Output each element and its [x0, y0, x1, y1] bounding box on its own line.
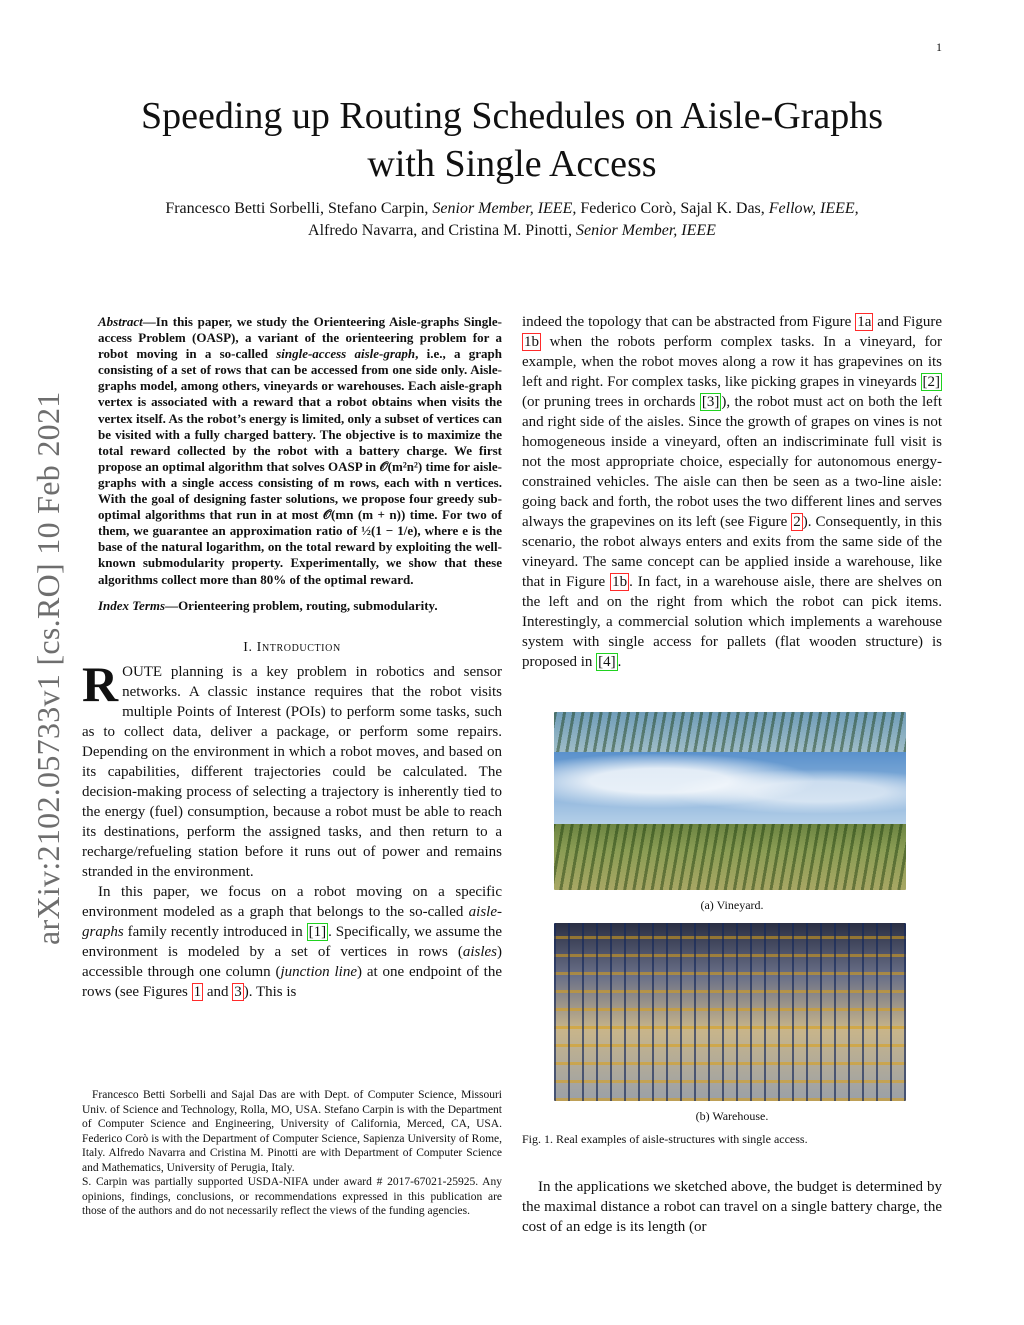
section-heading: I. Introduction [243, 639, 341, 655]
index-terms-label: Index Terms [98, 597, 166, 613]
author-list [80, 198, 944, 242]
paragraph-text: . [617, 654, 622, 670]
paragraph-text: ), the robot must act on both the left and right side of the aisles. Since the growth of grapes on vines is not homogeneous inside a vineyard, often an indiscriminate full visit is not the most appropriate choice, especially for autonomous energy-constrained vehicles. The aisle can then be seen as a two-line aisle: going back and forth, the robot uses the two different lines and serves always the grapevines on its left (see Figure [522, 394, 943, 530]
emphasis: aisles [462, 943, 497, 960]
paragraph-text: and [203, 983, 233, 1000]
paragraph-text: family recently introduced in [123, 923, 307, 940]
author-title: Senior Member, IEEE, [432, 200, 577, 217]
vineyard-sky [554, 752, 906, 824]
paragraph-text: OUTE planning is a key problem in robotics and sensor networks. A classic instance requires that the robot visits multiple Points of Interest (POIs) to perform some tasks, such as to collect data, deliver a package, or perform some repairs. Depending on the environment in which a robot moves, and based on its capabilities, different trajectories could be calculated. The decision-making process of selecting a trajectory is inherently tied to the energy (fuel) consumption, because a robot must be able to reach its destinations, perform the assigned tasks, and then return to a recharge/refueling station before it runs out of power and remains stranded in the environment. [82, 663, 502, 880]
authors-line-2 [80, 220, 944, 242]
figure-link[interactable]: 1b [524, 334, 539, 350]
paragraph-text: In this paper, we focus on a robot moving on a specific environment modeled as a graph that belongs to the so-called [82, 883, 502, 920]
figure-1a [522, 712, 942, 890]
footnote [82, 1088, 502, 1219]
intro-paragraph-2 [82, 882, 502, 1002]
page-number: 1 [936, 40, 942, 54]
author-names: Alfredo Navarra, and Cristina M. Pinotti, [308, 222, 576, 239]
abstract-label: Abstract [98, 314, 143, 329]
citation-link[interactable]: [4] [598, 654, 616, 670]
right-paragraph-1 [522, 312, 942, 672]
abstract [82, 314, 502, 588]
paper-title [100, 92, 924, 188]
paragraph-text: ). This is [243, 983, 297, 1000]
author-names: Federico Corò, Sajal K. Das, [576, 200, 769, 217]
subcaption-warehouse: (b) Warehouse. [695, 1109, 769, 1123]
warehouse-photo [554, 923, 906, 1101]
citation-link[interactable]: [3] [701, 394, 720, 410]
abstract-text: —In this paper, we study the Orienteering Aisle-graphs Single-access Problem (OASP), a variant of the orienteering problem for a robot moving in a so-called [98, 314, 502, 362]
authors-line-1 [80, 198, 944, 220]
figure-link[interactable]: 3 [234, 983, 242, 1000]
abstract-text: , i.e., a graph consisting of a set of rows that can be accessed from one side only. Aisle-graphs model, among others, vineyards or warehouses. Each aisle-graph vertex is associated with a reward that a robot obtains when visits the vertex itself. As the robot’s energy is limited, only a subset of vertices can be visited with a fully charged battery. The objective is to maximize the total reward collected by the robot with a battery charge. We first propose an optimal algorithm that solves OASP in 𝒪(m²n²) time for aisle-graphs with a single access consisting of m rows, each with n vertices. With the goal of designing faster solutions, we propose four greedy sub-optimal algorithms that run in at most 𝒪(mn (m + n)) time. For two of them, we guarantee an approximation ratio of ½(1 − 1/e), where e is the base of the natural logarithm, on the total reward by exploiting the well-known submodularity property. Experimentally, we show that these algorithms collect more than 80% of the optimal reward. [98, 346, 502, 587]
paragraph-text: ) at one endpoint of the rows (see Figures [82, 963, 502, 1000]
right-text-continued [522, 1177, 942, 1237]
paragraph-text: . Specifically, we assume the environment is modeled by a set of vertices in rows ( [82, 923, 502, 960]
index-terms-text: —Orienteering problem, routing, submodularity. [165, 597, 438, 613]
figure-link[interactable]: 1b [612, 574, 628, 590]
paragraph-text: ) accessible through one column ( [82, 943, 502, 980]
paragraph-text: and Figure [873, 314, 942, 330]
emphasis: aisle-graphs [82, 903, 502, 940]
figure-link[interactable]: 1a [857, 314, 872, 330]
author-title: Fellow, IEEE, [768, 200, 859, 217]
paragraph-text: ). Consequently, in this scenario, the robot always enters and exits from the same side of the vineyard. The same concept can be applied inside a warehouse, like that in Figure [522, 514, 942, 590]
index-terms [82, 598, 502, 614]
right-text [522, 312, 942, 672]
figure-1b [522, 923, 942, 1101]
title-line-2: with Single Access [367, 143, 657, 185]
paragraph-text: indeed the topology that can be abstracted from Figure [522, 314, 856, 330]
paragraph-text: . In fact, in a warehouse aisle, there are shelves on the left and on the right from which the robot can pick items. Interestingly, a commercial solution which implements a warehouse system with single access for pallets (flat wooden structure) is proposed in [522, 574, 942, 670]
emphasis: junction line [280, 963, 357, 980]
figure-caption: Fig. 1. Real examples of aisle-structures with single access. [522, 1132, 808, 1146]
paragraph-text: (or pruning trees in orchards [522, 394, 700, 410]
abstract-emphasis: single-access aisle-graph [276, 346, 416, 362]
figure-link[interactable]: 2 [793, 514, 801, 530]
footnote-affiliations: Francesco Betti Sorbelli and Sajal Das are with Dept. of Computer Science, Missouri Univ. of Science and Technology, Rolla, MO, USA. Stefano Carpin is with the Department of Computer Science and Engineering, University of California, Merced, CA, USA. Federico Corò is with the Department of Computer Science, Sapienza University of Rome, Italy. Alfredo Navarra and Cristina M. Pinotti are with Department of Computer Science and Mathematics, University of Perugia, Italy. [82, 1089, 502, 1174]
introduction [82, 655, 502, 1002]
figure-link[interactable]: 1 [193, 983, 202, 1000]
arxiv-identifier: arXiv:2102.05733v1 [cs.RO] 10 Feb 2021 [30, 391, 66, 945]
citation-link[interactable]: [1] [308, 923, 327, 940]
subcaption-vineyard: (a) Vineyard. [700, 898, 764, 912]
drop-cap: R [82, 655, 119, 712]
paragraph-text: when the robots perform complex tasks. In a vineyard, for example, when the robot moves along a row it has grapevines on its left and right. For complex tasks, like picking grapes in vineyards [522, 334, 942, 390]
title-line-1: Speeding up Routing Schedules on Aisle-Graphs [141, 95, 883, 137]
footnote-funding: S. Carpin was partially supported USDA-NIFA under award # 2017-67021-25925. Any opinions, findings, conclusions, or recommendations expressed in this publication are those of the authors and do not necessarily reflect the views of the funding agencies. [82, 1176, 502, 1217]
author-title: Senior Member, IEEE [575, 222, 716, 239]
right-column [522, 312, 942, 1237]
citation-link[interactable]: [2] [922, 374, 940, 390]
left-column [82, 314, 502, 1002]
right-paragraph-2: In the applications we sketched above, the budget is determined by the maximal distance a robot can travel on a single battery charge, the cost of an edge is its length (or [522, 1179, 942, 1235]
author-names: Francesco Betti Sorbelli, Stefano Carpin, [165, 200, 433, 217]
intro-paragraph-1 [82, 655, 502, 882]
